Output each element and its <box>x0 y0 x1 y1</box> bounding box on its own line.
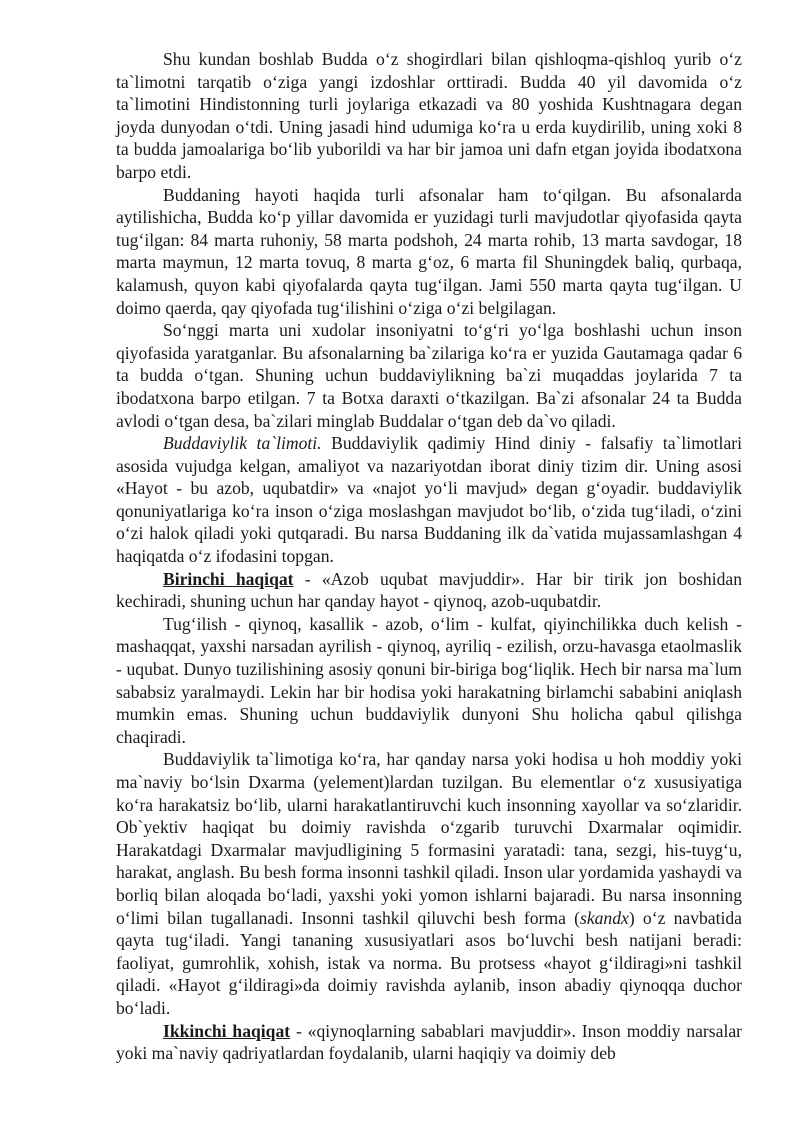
paragraph-text: Buddaviylik ta`limotiga ko‘ra, har qanday narsa yoki hodisa u hoh moddiy yoki ma`naviy bo‘lsin Dxarma (yelement)lardan tuzilgan. Bu elementlar o‘z xususiyatiga ko‘ra harakatsiz bo‘lib, ularni harakatlantiruvchi kuch insonning xayollar va so‘zlaridir. Ob`yektiv haqiqat bu doimiy ravishda o‘zgarib turuvchi Dxarmalar oqimidir. Harakatdagi Dxarmalar mavjudligining 5 formasini yaratadi: tana, sezgi, his-tuyg‘u, harakat, anglash. Bu besh forma insonni tashkil qiladi. Inson ular yordamida yashaydi va borliq bilan aloqada bo‘ladi, yaxshi yoki yomon ishlarni bajaradi. Bu narsa insonning o‘limi bilan tugallanadi. Insonni tashkil qiluvchi besh forma ( <box>116 749 742 928</box>
skandha-term: skandx <box>579 907 629 928</box>
paragraph-suffering-list <box>116 613 742 749</box>
paragraph-first-truth <box>116 568 742 613</box>
second-truth-heading: Ikkinchi haqiqat <box>163 1020 291 1041</box>
paragraph-buddha-teaching-spread <box>116 48 742 184</box>
paragraph-text: - «Azob uqubat mavjuddir». Har bir tirik jon boshidan kechiradi, shuning uchun har qanday hayot - qiynoq, azob-uqubatdir. <box>116 568 742 612</box>
paragraph-text: So‘nggi marta uni xudolar insoniyatni to‘g‘ri yo‘lga boshlashi uchun inson qiyofasida yaratganlar. Bu afsonalarning ba`zilariga ko‘ra er yuzida Gautamaga qadar 6 ta budda o‘tgan. Shuning uchun buddaviylikning ba`zi muqaddas joylarida 7 ta ibodatxona barpo etilgan. 7 ta Botxa daraxti o‘tkazilgan. Ba`zi afsonalar 24 ta Budda avlodi o‘tgan desa, ba`zilari minglab Buddalar o‘tgan deb da`vo qiladi. <box>116 320 742 431</box>
first-truth-heading: Birinchi haqiqat <box>163 568 294 589</box>
paragraph-buddha-legends <box>116 184 742 320</box>
paragraph-text: Shu kundan boshlab Budda o‘z shogirdlari bilan qishloqma-qishloq yurib o‘z ta`limotni tarqatib o‘ziga yangi izdoshlar orttiradi. Budda 40 yil davomida o‘z ta`limotini Hindistonning turli joylariga etkazadi va 80 yoshida Kushtnagara degan joyda dunyodan o‘tdi. Uning jasadi hind udumiga ko‘ra u erda kuydirilib, uning xoki 8 ta budda jamoalariga bo‘lib yuborildi va har bir jamoa uni dafn etgan joyida ibodatxona barpo etdi. <box>116 49 742 182</box>
paragraph-text: ) o‘z navbatida qayta tug‘iladi. Yangi tananing xususiyatlari asos bo‘luvchi besh natijani beradi: faoliyat, gumrohlik, xohish, istak va norma. Bu protsess «hayot g‘ildiragi»ni tashkil qiladi. «Hayot g‘ildiragi»da doimiy ravishda aylanib, inson abadiy qiynoqqa duchor bo‘ladi. <box>116 907 742 1018</box>
paragraph-text: Buddaning hayoti haqida turli afsonalar ham to‘qilgan. Bu afsonalarda aytilishicha, Budda ko‘p yillar davomida er yuzidagi turli mavjudotlar qiyofasida qayta tug‘ilgan: 84 marta ruhoniy, 58 marta podshoh, 24 marta rohib, 13 marta savdogar, 18 marta maymun, 12 marta tovuq, 8 marta g‘oz, 6 marta fil Shuningdek baliq, qurbaqa, kalamush, quyon kabi qiyofalarda qayta tug‘ilgan. Jami 550 marta qayta tug‘ilgan. U doimo qaerda, qay qiyofada tug‘ilishini o‘ziga o‘zi belgilagan. <box>116 184 742 318</box>
section-lead-italic: Buddaviylik ta`limoti. <box>163 433 322 454</box>
paragraph-text: Buddaviylik qadimiy Hind diniy - falsafiy ta`limotlari asosida vujudga kelgan, amaliyot va nazariyotdan iborat diniy tizim dir. Uning asosi «Hayot - bu azob, uqubatdir» va «najot yo‘li mavjud» degan g‘oyadir. buddaviylik qonuniyatlariga ko‘ra inson o‘ziga moslashgan mavjudot bo‘lib, o‘zida tug‘iladi, o‘zini o‘zi halok qiladi yoki qutqaradi. Bu narsa Buddaning ilk da`vatida mujassamlashgan 4 haqiqatda o‘z ifodasini topgan. <box>116 433 743 567</box>
paragraph-second-truth <box>116 1020 742 1065</box>
paragraph-dharma-elements <box>116 748 742 1019</box>
paragraph-text: Tug‘ilish - qiynoq, kasallik - azob, o‘lim - kulfat, qiyinchilikka duch kelish - mashaqqat, yaxshi narsadan ayrilish - qiynoq, ayriliq - ezilish, orzu-havasga etaolmaslik - uqubat. Dunyo tuzilishining asosiy qonuni bir-biriga bog‘liqlik. Hech bir narsa ma`lum sababsiz yaralmaydi. Lekin har bir hodisa yoki harakatning birlamchi sababini aniqlash mumkin emas. Shuning uchun buddaviylik dunyoni Shu holicha qabul qilishga chaqiradi. <box>116 613 742 747</box>
paragraph-last-incarnation <box>116 319 742 432</box>
paragraph-text: - «qiynoqlarning sabablari mavjuddir». Inson moddiy narsalar yoki ma`naviy qadriyatlardan foydalanib, ularni haqiqiy va doimiy deb <box>116 1020 742 1064</box>
paragraph-buddhism-teaching <box>116 432 742 568</box>
